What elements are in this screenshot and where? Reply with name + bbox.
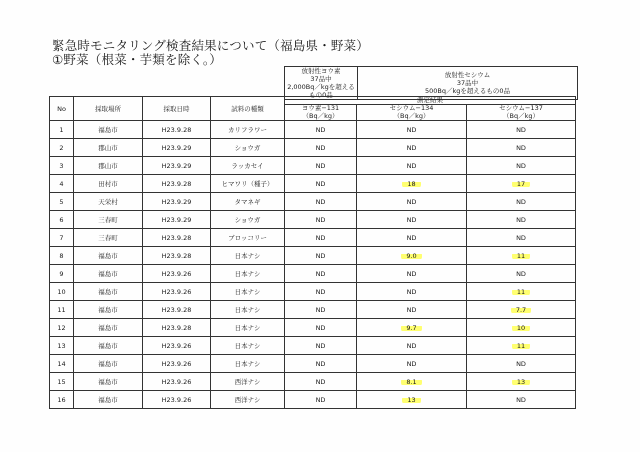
cell-item: 西洋ナシ <box>211 391 285 409</box>
cell-place: 福島市 <box>74 283 143 301</box>
detected-value-highlight: 9.7 <box>401 324 421 332</box>
cell-date: H23.9.28 <box>143 121 211 139</box>
cell-place: 福島市 <box>74 391 143 409</box>
cell-date: H23.9.28 <box>143 301 211 319</box>
cell-item: 日本ナシ <box>211 301 285 319</box>
cell-no: 2 <box>50 139 74 157</box>
table-row <box>50 139 576 157</box>
table-row <box>50 211 576 229</box>
cell-no: 13 <box>50 337 74 355</box>
cell-i131: ND <box>285 319 357 337</box>
cell-cs137 <box>467 283 576 301</box>
cell-i131: ND <box>285 139 357 157</box>
cell-cs137: ND <box>467 355 576 373</box>
cell-i131: ND <box>285 175 357 193</box>
cell-no: 8 <box>50 247 74 265</box>
cell-item: 日本ナシ <box>211 319 285 337</box>
cell-cs137 <box>467 337 576 355</box>
cell-date: H23.9.29 <box>143 211 211 229</box>
table-row <box>50 355 576 373</box>
results-table <box>49 96 576 409</box>
col-header-i131-unit: （Bq／kg） <box>285 112 357 121</box>
cell-no: 12 <box>50 319 74 337</box>
col-header-no: No <box>50 97 74 121</box>
cell-item: ブロッコリー <box>211 229 285 247</box>
cell-date: H23.9.26 <box>143 265 211 283</box>
cell-date: H23.9.26 <box>143 373 211 391</box>
cell-cs137 <box>467 373 576 391</box>
cell-item: 日本ナシ <box>211 247 285 265</box>
detected-value-highlight: 11 <box>512 252 530 260</box>
cell-cs134: ND <box>357 265 467 283</box>
cell-date: H23.9.29 <box>143 139 211 157</box>
table-row <box>50 301 576 319</box>
cell-place: 福島市 <box>74 301 143 319</box>
table-row <box>50 337 576 355</box>
cell-date: H23.9.26 <box>143 283 211 301</box>
cell-i131: ND <box>285 229 357 247</box>
cell-no: 6 <box>50 211 74 229</box>
cell-item: 日本ナシ <box>211 265 285 283</box>
cell-cs137: ND <box>467 121 576 139</box>
cell-item: ヒマワリ（種子） <box>211 175 285 193</box>
cell-date: H23.9.28 <box>143 229 211 247</box>
table-row <box>50 391 576 409</box>
cell-cs134: ND <box>357 157 467 175</box>
cell-place: 福島市 <box>74 247 143 265</box>
cell-place: 福島市 <box>74 337 143 355</box>
cell-item: 日本ナシ <box>211 283 285 301</box>
page-title: 緊急時モニタリング検査結果について（福島県・野菜） <box>52 38 370 53</box>
cell-date: H23.9.28 <box>143 319 211 337</box>
cell-i131: ND <box>285 265 357 283</box>
cell-date: H23.9.26 <box>143 337 211 355</box>
detected-value-highlight: 9.0 <box>401 252 421 260</box>
cell-no: 4 <box>50 175 74 193</box>
cell-place: 郡山市 <box>74 157 143 175</box>
cell-item: タマネギ <box>211 193 285 211</box>
cell-cs137: ND <box>467 211 576 229</box>
cell-item: ラッカセイ <box>211 157 285 175</box>
cell-no: 5 <box>50 193 74 211</box>
detected-value-highlight: 11 <box>512 288 530 296</box>
cell-i131: ND <box>285 373 357 391</box>
limits-summary-table <box>284 66 578 100</box>
cell-cs137 <box>467 301 576 319</box>
detected-value-highlight: 8.1 <box>401 378 421 386</box>
iodine-limit-line: 2,000Bq／kgを超えるもの0品 <box>287 83 355 99</box>
iodine-limit-line: 放射性ヨウ素 <box>301 67 341 75</box>
col-header-cs137: セシウム−137 <box>467 105 576 113</box>
col-header-i131: ヨウ素−131 <box>285 105 357 113</box>
cell-cs137: ND <box>467 391 576 409</box>
cell-place: 福島市 <box>74 265 143 283</box>
table-row <box>50 193 576 211</box>
cesium-limit-line: 放射性セシウム <box>444 71 491 79</box>
cell-no: 9 <box>50 265 74 283</box>
cell-place: 福島市 <box>74 121 143 139</box>
cell-no: 3 <box>50 157 74 175</box>
cell-cs134: ND <box>357 337 467 355</box>
cell-cs137: ND <box>467 229 576 247</box>
cell-no: 10 <box>50 283 74 301</box>
col-header-cs137-unit: （Bq／kg） <box>467 112 576 121</box>
detected-value-highlight: 18 <box>402 180 420 188</box>
table-row <box>50 265 576 283</box>
cesium-limit-line: 500Bq／kgを超えるもの0品 <box>424 87 511 95</box>
cell-cs134 <box>357 319 467 337</box>
detected-value-highlight: 13 <box>512 378 530 386</box>
cell-place: 天栄村 <box>74 193 143 211</box>
col-header-cs134-unit: （Bq／kg） <box>357 112 467 121</box>
col-header-item: 試料の種類 <box>211 97 285 121</box>
table-row <box>50 175 576 193</box>
detected-value-highlight: 17 <box>512 180 530 188</box>
table-row <box>50 373 576 391</box>
cell-place: 三春町 <box>74 211 143 229</box>
cell-i131: ND <box>285 211 357 229</box>
cell-cs134 <box>357 391 467 409</box>
cell-i131: ND <box>285 337 357 355</box>
cell-cs137 <box>467 319 576 337</box>
cell-no: 14 <box>50 355 74 373</box>
cell-place: 三春町 <box>74 229 143 247</box>
detected-value-highlight: 13 <box>402 396 420 404</box>
table-row <box>50 283 576 301</box>
detected-value-highlight: 11 <box>512 342 530 350</box>
cell-cs134 <box>357 175 467 193</box>
cell-no: 7 <box>50 229 74 247</box>
cell-place: 郡山市 <box>74 139 143 157</box>
cell-cs134: ND <box>357 283 467 301</box>
cesium-limit-line: 37品中 <box>456 79 479 87</box>
detected-value-highlight: 7.7 <box>511 306 531 314</box>
cell-date: H23.9.28 <box>143 175 211 193</box>
cell-date: H23.9.26 <box>143 391 211 409</box>
cell-cs137: ND <box>467 193 576 211</box>
table-row <box>50 157 576 175</box>
cell-cs137 <box>467 247 576 265</box>
cell-date: H23.9.28 <box>143 247 211 265</box>
cell-item: 日本ナシ <box>211 355 285 373</box>
cell-date: H23.9.29 <box>143 193 211 211</box>
cell-cs134: ND <box>357 211 467 229</box>
iodine-limit-cell <box>285 67 358 100</box>
cell-i131: ND <box>285 193 357 211</box>
cell-cs137: ND <box>467 265 576 283</box>
iodine-limit-line: 37品中 <box>310 75 332 83</box>
cell-cs134: ND <box>357 355 467 373</box>
cell-i131: ND <box>285 391 357 409</box>
cesium-limit-cell <box>358 67 578 100</box>
cell-cs134: ND <box>357 193 467 211</box>
cell-cs137: ND <box>467 157 576 175</box>
col-header-date: 採取日時 <box>143 97 211 121</box>
cell-place: 田村市 <box>74 175 143 193</box>
cell-place: 福島市 <box>74 373 143 391</box>
cell-no: 11 <box>50 301 74 319</box>
cell-date: H23.9.29 <box>143 157 211 175</box>
cell-cs137: ND <box>467 139 576 157</box>
cell-i131: ND <box>285 355 357 373</box>
cell-i131: ND <box>285 121 357 139</box>
cell-item: ショウガ <box>211 139 285 157</box>
cell-cs134: ND <box>357 301 467 319</box>
col-header-results: 測定結果 <box>285 97 576 105</box>
table-row <box>50 319 576 337</box>
detected-value-highlight: 10 <box>512 324 530 332</box>
cell-cs137 <box>467 175 576 193</box>
cell-place: 福島市 <box>74 319 143 337</box>
col-header-place: 採取場所 <box>74 97 143 121</box>
cell-no: 16 <box>50 391 74 409</box>
cell-cs134 <box>357 373 467 391</box>
cell-cs134 <box>357 247 467 265</box>
page-subtitle: ①野菜（根菜・芋類を除く。） <box>52 52 223 67</box>
cell-item: 西洋ナシ <box>211 373 285 391</box>
cell-cs134: ND <box>357 229 467 247</box>
col-header-cs134: セシウム−134 <box>357 105 467 113</box>
cell-i131: ND <box>285 157 357 175</box>
cell-item: ショウガ <box>211 211 285 229</box>
cell-cs134: ND <box>357 121 467 139</box>
cell-no: 15 <box>50 373 74 391</box>
cell-i131: ND <box>285 247 357 265</box>
table-row <box>50 229 576 247</box>
cell-i131: ND <box>285 283 357 301</box>
cell-item: 日本ナシ <box>211 337 285 355</box>
cell-i131: ND <box>285 301 357 319</box>
cell-no: 1 <box>50 121 74 139</box>
cell-cs134: ND <box>357 139 467 157</box>
cell-date: H23.9.26 <box>143 355 211 373</box>
cell-item: カリフラワー <box>211 121 285 139</box>
table-row <box>50 121 576 139</box>
table-row <box>50 247 576 265</box>
cell-place: 福島市 <box>74 355 143 373</box>
